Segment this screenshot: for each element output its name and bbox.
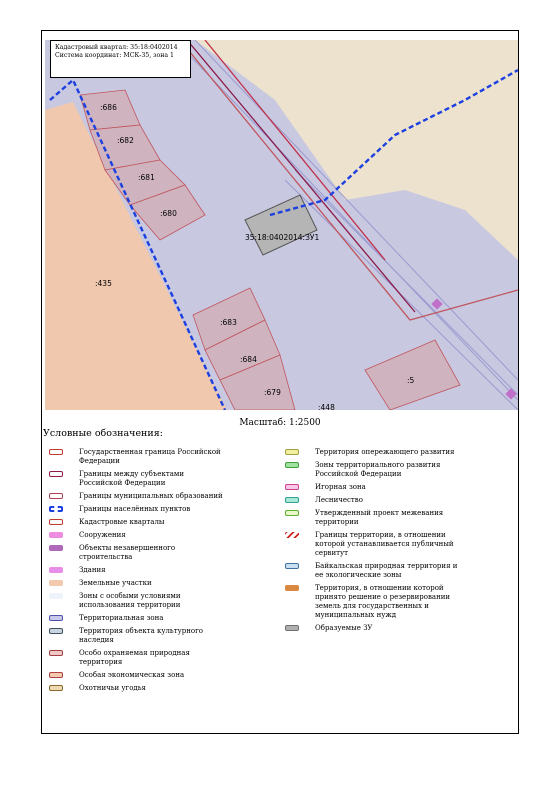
legend-item	[49, 684, 229, 693]
label-683: :683	[220, 318, 237, 327]
legend-swatch-icon	[49, 506, 63, 512]
legend-swatch-icon	[49, 580, 63, 586]
legend-item	[49, 566, 229, 575]
label-679: :679	[264, 388, 281, 397]
legend-label: Государственная граница Российской Федерации	[79, 448, 221, 465]
legend-item	[49, 671, 229, 680]
legend-item	[285, 509, 465, 527]
legend-item	[49, 649, 229, 667]
legend-label: Кадастровые кварталы	[79, 518, 165, 526]
legend-label: Территория объекта культурного наследия	[79, 627, 203, 644]
legend-swatch-icon	[285, 484, 299, 490]
label-681: :681	[138, 173, 155, 182]
legend-swatch-icon	[49, 615, 63, 621]
legend-label: Особо охраняемая природная территория	[79, 649, 190, 666]
legend-item	[285, 531, 465, 558]
legend-title: Условные обозначения:	[43, 428, 163, 439]
legend-label: Особая экономическая зона	[79, 671, 185, 679]
legend-label: Зоны с особыми условиями использования территории	[79, 592, 181, 609]
legend-item	[49, 505, 229, 514]
legend-item	[49, 518, 229, 527]
info-line-crs: Система координат: МСК-35, зона 1	[55, 52, 174, 59]
label-5: :5	[407, 376, 415, 385]
map-scale: Масштаб: 1:2500	[239, 418, 321, 428]
legend-label: Байкальская природная территория и ее экологические зоны	[315, 562, 458, 579]
legend-swatch-icon	[49, 672, 63, 678]
legend-label: Границы населённых пунктов	[79, 505, 191, 513]
legend-item	[49, 592, 229, 610]
legend-label: Территория, в отношении которой принято решение о резервировании земель для государственных и муниципальных нужд	[315, 584, 451, 619]
info-line-quarter: Кадастровый квартал: 35:18:0402014	[55, 44, 178, 51]
legend-item	[285, 483, 465, 492]
legend-item	[49, 492, 229, 501]
legend-swatch-icon	[285, 510, 299, 516]
legend-swatch-icon	[285, 563, 299, 569]
label-435: :435	[95, 279, 112, 288]
legend-label: Территориальная зона	[79, 614, 164, 622]
legend-swatch-icon	[49, 567, 63, 573]
legend-swatch-icon	[49, 628, 63, 634]
legend-swatch-icon	[285, 462, 299, 468]
legend-swatch-icon	[285, 625, 299, 631]
legend-swatch-icon	[285, 532, 299, 538]
legend-label: Сооружения	[79, 531, 126, 539]
label-680: :680	[160, 209, 177, 218]
legend-item	[49, 579, 229, 588]
legend-item	[49, 448, 229, 466]
legend-label: Территория опережающего развития	[315, 448, 455, 456]
legend-item	[285, 624, 465, 633]
legend-item	[285, 562, 465, 580]
legend-label: Лесничество	[315, 496, 363, 504]
legend-label: Объекты незавершенного строительства	[79, 544, 176, 561]
legend-label: Игорная зона	[315, 483, 366, 491]
legend-label: Охотничьи угодья	[79, 684, 146, 692]
legend-swatch-icon	[49, 532, 63, 538]
legend-label: Земельные участки	[79, 579, 152, 587]
legend-item	[49, 470, 229, 488]
label-682: :682	[117, 136, 134, 145]
legend-swatch-icon	[49, 519, 63, 525]
legend-swatch-icon	[49, 593, 63, 599]
legend-swatch-icon	[49, 449, 63, 455]
legend-label: Образуемые ЗУ	[315, 624, 373, 632]
legend-item	[49, 614, 229, 623]
legend-right-column	[285, 448, 465, 633]
label-684: :684	[240, 355, 257, 364]
legend-swatch-icon	[49, 471, 63, 477]
cadastral-map[interactable]	[45, 40, 518, 410]
legend-swatch-icon	[49, 685, 63, 691]
legend-label: Здания	[79, 566, 106, 574]
legend-swatch-icon	[285, 449, 299, 455]
legend-swatch-icon	[49, 545, 63, 551]
map-canvas	[45, 40, 518, 410]
legend-label: Зоны территориального развития Российской Федерации	[315, 461, 441, 478]
legend-label: Границы территории, в отношении которой устанавливается публичный сервитут	[315, 531, 454, 557]
legend-item	[285, 461, 465, 479]
legend-item	[49, 544, 229, 562]
legend-item	[49, 531, 229, 540]
legend-swatch-icon	[285, 497, 299, 503]
legend-swatch-icon	[49, 493, 63, 499]
legend-left-column	[49, 448, 229, 693]
label-448: :448	[318, 403, 335, 410]
legend-label: Границы между субъектами Российской Федерации	[79, 470, 184, 487]
legend-item	[49, 627, 229, 645]
map-info-box	[50, 40, 191, 78]
legend-item	[285, 496, 465, 505]
legend-label: Утвержденный проект межевания территории	[315, 509, 444, 526]
legend-swatch-icon	[49, 650, 63, 656]
label-686: :686	[100, 103, 117, 112]
legend-item	[285, 448, 465, 457]
label-zu1: 35:18:0402014:ЗУ1	[245, 233, 320, 242]
legend-label: Границы муниципальных образований	[79, 492, 223, 500]
legend-item	[285, 584, 465, 620]
legend-swatch-icon	[285, 585, 299, 591]
